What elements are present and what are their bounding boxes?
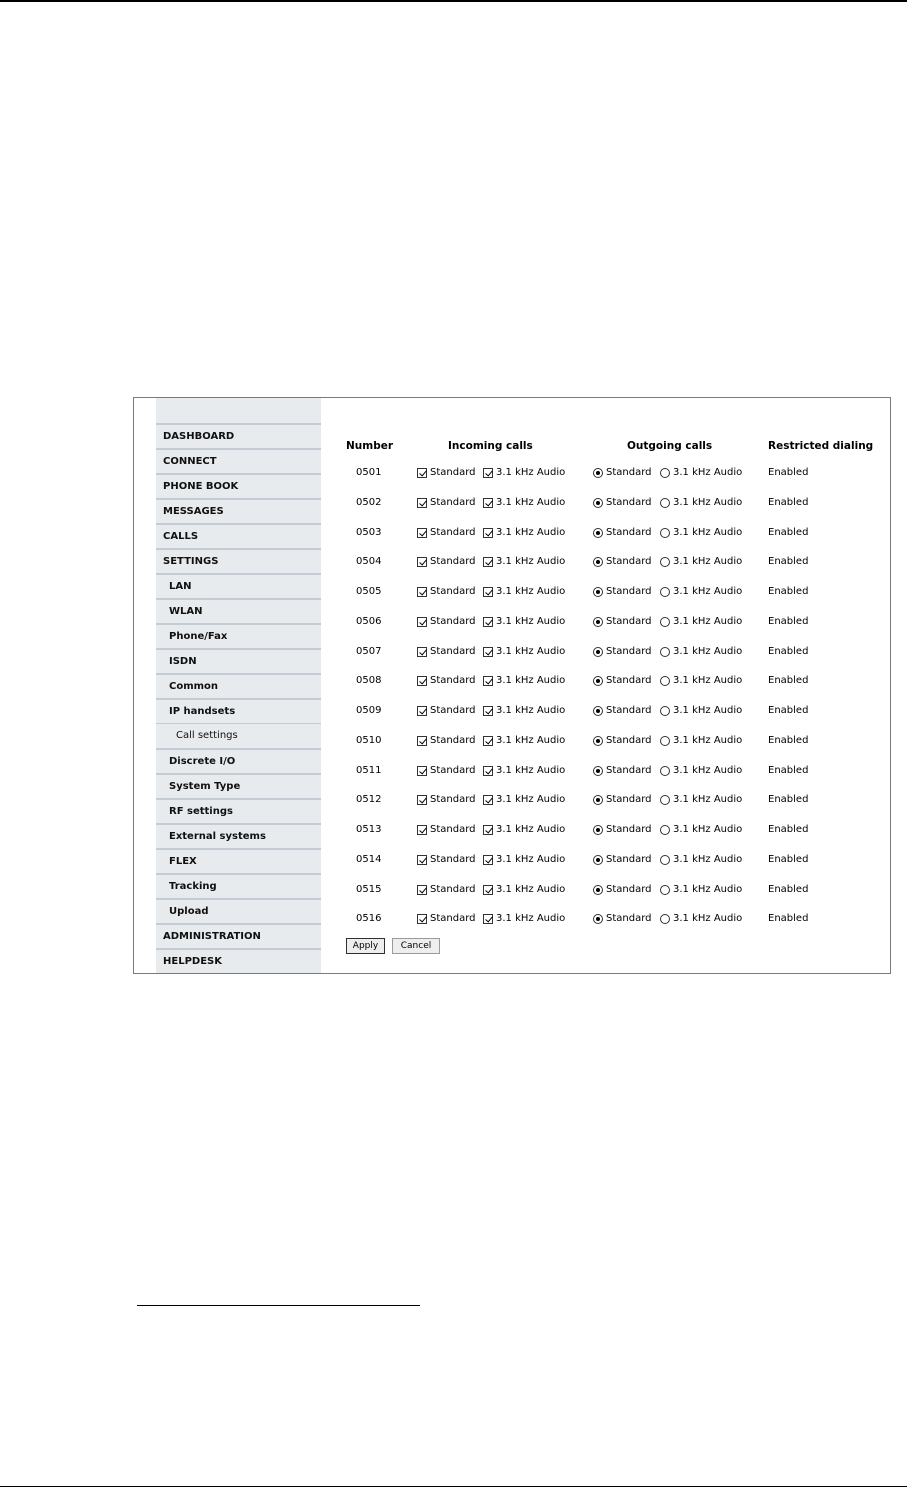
sidebar-item-phone-book[interactable]: PHONE BOOK — [156, 473, 321, 498]
outgoing-standard-radio[interactable] — [593, 706, 603, 716]
incoming-audio-checkbox[interactable] — [483, 647, 493, 657]
table-row — [321, 464, 890, 482]
outgoing-standard-option[interactable] — [593, 553, 652, 571]
incoming-standard-label: Standard — [430, 764, 476, 776]
outgoing-audio-option[interactable] — [660, 464, 742, 482]
handset-number: 0501 — [356, 467, 382, 478]
incoming-audio-label: 3.1 kHz Audio — [496, 675, 566, 687]
incoming-audio-option[interactable] — [483, 702, 565, 720]
sidebar-item-common[interactable]: Common — [156, 673, 321, 698]
incoming-audio-option[interactable] — [483, 553, 565, 571]
outgoing-standard-option[interactable] — [593, 881, 652, 899]
incoming-standard-option[interactable] — [417, 821, 476, 839]
incoming-standard-label: Standard — [430, 526, 476, 538]
outgoing-audio-radio[interactable] — [660, 468, 670, 478]
outgoing-audio-option[interactable] — [660, 672, 742, 690]
incoming-audio-option[interactable] — [483, 672, 565, 690]
outgoing-audio-label: 3.1 kHz Audio — [673, 764, 743, 776]
incoming-audio-checkbox[interactable] — [483, 766, 493, 776]
outgoing-audio-option[interactable] — [660, 583, 742, 601]
incoming-audio-option[interactable] — [483, 464, 565, 482]
restricted-dialing-status: Enabled — [768, 526, 809, 538]
outgoing-audio-label: 3.1 kHz Audio — [673, 853, 743, 865]
outgoing-audio-radio[interactable] — [660, 914, 670, 924]
incoming-audio-label: 3.1 kHz Audio — [496, 853, 566, 865]
incoming-audio-checkbox[interactable] — [483, 676, 493, 686]
outgoing-standard-option[interactable] — [593, 821, 652, 839]
incoming-audio-label: 3.1 kHz Audio — [496, 794, 566, 806]
handset-number: 0510 — [356, 734, 382, 746]
outgoing-audio-radio[interactable] — [660, 617, 670, 627]
sidebar-item-phone-fax[interactable]: Phone/Fax — [156, 623, 321, 648]
incoming-standard-option[interactable] — [417, 702, 476, 720]
outgoing-audio-radio[interactable] — [660, 647, 670, 657]
outgoing-audio-option[interactable] — [660, 851, 742, 869]
outgoing-audio-label: 3.1 kHz Audio — [673, 586, 743, 597]
incoming-standard-checkbox[interactable] — [417, 498, 427, 508]
restricted-dialing-status: Enabled — [768, 467, 809, 478]
incoming-audio-checkbox[interactable] — [483, 528, 493, 538]
outgoing-standard-option[interactable] — [593, 910, 652, 928]
incoming-standard-option[interactable] — [417, 524, 476, 542]
outgoing-audio-radio[interactable] — [660, 528, 670, 538]
incoming-audio-label: 3.1 kHz Audio — [496, 824, 566, 835]
restricted-dialing-status: Enabled — [768, 705, 809, 716]
incoming-audio-checkbox[interactable] — [483, 557, 493, 567]
restricted-dialing-status: Enabled — [768, 824, 809, 835]
table-row — [321, 881, 890, 899]
outgoing-audio-label: 3.1 kHz Audio — [673, 556, 743, 568]
outgoing-audio-label: 3.1 kHz Audio — [673, 913, 743, 925]
incoming-audio-checkbox[interactable] — [483, 706, 493, 716]
incoming-standard-checkbox[interactable] — [417, 557, 427, 567]
table-row — [321, 643, 890, 661]
incoming-standard-label: Standard — [430, 496, 476, 508]
incoming-standard-option[interactable] — [417, 672, 476, 690]
incoming-audio-label: 3.1 kHz Audio — [496, 496, 566, 508]
sidebar-item-wlan[interactable]: WLAN — [156, 598, 321, 623]
incoming-audio-checkbox[interactable] — [483, 468, 493, 478]
outgoing-audio-option[interactable] — [660, 524, 742, 542]
incoming-audio-label: 3.1 kHz Audio — [496, 764, 566, 776]
outgoing-standard-radio[interactable] — [593, 825, 603, 835]
outgoing-standard-label: Standard — [606, 645, 652, 657]
incoming-standard-option[interactable] — [417, 851, 476, 869]
incoming-standard-checkbox[interactable] — [417, 706, 427, 716]
outgoing-standard-option[interactable] — [593, 643, 652, 661]
incoming-audio-label: 3.1 kHz Audio — [496, 586, 566, 597]
outgoing-audio-radio[interactable] — [660, 498, 670, 508]
sidebar-item-messages[interactable]: MESSAGES — [156, 498, 321, 523]
restricted-dialing-status: Enabled — [768, 645, 809, 657]
incoming-standard-label: Standard — [430, 794, 476, 806]
incoming-standard-option[interactable] — [417, 910, 476, 928]
sidebar-item-tracking[interactable]: Tracking — [156, 873, 321, 898]
incoming-audio-option[interactable] — [483, 613, 565, 631]
outgoing-standard-option[interactable] — [593, 524, 652, 542]
outgoing-standard-radio[interactable] — [593, 528, 603, 538]
sidebar-item-call-settings[interactable]: Call settings — [156, 723, 321, 748]
incoming-standard-option[interactable] — [417, 643, 476, 661]
outgoing-standard-option[interactable] — [593, 613, 652, 631]
handset-number: 0513 — [356, 824, 382, 835]
handset-number: 0512 — [356, 794, 382, 806]
incoming-audio-label: 3.1 kHz Audio — [496, 705, 566, 716]
outgoing-standard-radio[interactable] — [593, 498, 603, 508]
incoming-audio-label: 3.1 kHz Audio — [496, 883, 566, 895]
incoming-standard-label: Standard — [430, 467, 476, 478]
outgoing-standard-radio[interactable] — [593, 855, 603, 865]
incoming-standard-label: Standard — [430, 586, 476, 597]
outgoing-audio-radio[interactable] — [660, 587, 670, 597]
outgoing-audio-option[interactable] — [660, 643, 742, 661]
restricted-dialing-status: Enabled — [768, 913, 809, 925]
outgoing-audio-label: 3.1 kHz Audio — [673, 675, 743, 687]
incoming-audio-option[interactable] — [483, 910, 565, 928]
incoming-standard-option[interactable] — [417, 732, 476, 750]
incoming-standard-checkbox[interactable] — [417, 736, 427, 746]
incoming-standard-option[interactable] — [417, 464, 476, 482]
incoming-audio-checkbox[interactable] — [483, 498, 493, 508]
outgoing-standard-label: Standard — [606, 496, 652, 508]
table-row — [321, 583, 890, 601]
outgoing-standard-radio[interactable] — [593, 617, 603, 627]
handset-number: 0503 — [356, 526, 382, 538]
handset-number: 0507 — [356, 645, 382, 657]
outgoing-standard-label: Standard — [606, 913, 652, 925]
outgoing-standard-option[interactable] — [593, 851, 652, 869]
outgoing-audio-option[interactable] — [660, 553, 742, 571]
incoming-standard-option[interactable] — [417, 613, 476, 631]
table-row — [321, 910, 890, 928]
incoming-standard-label: Standard — [430, 705, 476, 716]
handset-number: 0504 — [356, 556, 382, 568]
handset-number: 0511 — [356, 764, 382, 776]
incoming-standard-option[interactable] — [417, 553, 476, 571]
incoming-standard-checkbox[interactable] — [417, 468, 427, 478]
restricted-dialing-status: Enabled — [768, 883, 809, 895]
outgoing-audio-label: 3.1 kHz Audio — [673, 645, 743, 657]
incoming-standard-checkbox[interactable] — [417, 528, 427, 538]
handset-number: 0505 — [356, 586, 382, 597]
outgoing-audio-label: 3.1 kHz Audio — [673, 824, 743, 835]
sidebar-item-settings[interactable]: SETTINGS — [156, 548, 321, 573]
restricted-dialing-status: Enabled — [768, 853, 809, 865]
incoming-audio-option[interactable] — [483, 732, 565, 750]
incoming-standard-checkbox[interactable] — [417, 825, 427, 835]
table-row — [321, 732, 890, 750]
outgoing-audio-label: 3.1 kHz Audio — [673, 615, 743, 627]
sidebar-item-isdn[interactable]: ISDN — [156, 648, 321, 673]
incoming-audio-checkbox[interactable] — [483, 855, 493, 865]
table-row — [321, 851, 890, 869]
restricted-dialing-status: Enabled — [768, 556, 809, 568]
incoming-standard-option[interactable] — [417, 881, 476, 899]
restricted-dialing-status: Enabled — [768, 496, 809, 508]
outgoing-audio-option[interactable] — [660, 494, 742, 512]
incoming-audio-checkbox[interactable] — [483, 736, 493, 746]
outgoing-audio-radio[interactable] — [660, 706, 670, 716]
sidebar-item-calls[interactable]: CALLS — [156, 523, 321, 548]
outgoing-standard-radio[interactable] — [593, 468, 603, 478]
outgoing-audio-label: 3.1 kHz Audio — [673, 794, 743, 806]
table-row — [321, 672, 890, 690]
outgoing-audio-radio[interactable] — [660, 736, 670, 746]
sidebar-item-helpdesk[interactable]: HELPDESK — [156, 948, 321, 973]
table-row — [321, 553, 890, 571]
handset-number: 0502 — [356, 496, 382, 508]
outgoing-standard-label: Standard — [606, 556, 652, 568]
incoming-audio-option[interactable] — [483, 583, 565, 601]
handset-number: 0509 — [356, 705, 382, 716]
outgoing-standard-radio[interactable] — [593, 647, 603, 657]
outgoing-audio-option[interactable] — [660, 910, 742, 928]
restricted-dialing-status: Enabled — [768, 794, 809, 806]
outgoing-standard-option[interactable] — [593, 464, 652, 482]
incoming-audio-option[interactable] — [483, 881, 565, 899]
sidebar-item-external-systems[interactable]: External systems — [156, 823, 321, 848]
outgoing-standard-radio[interactable] — [593, 676, 603, 686]
sidebar-item-discrete-i-o[interactable]: Discrete I/O — [156, 748, 321, 773]
outgoing-audio-radio[interactable] — [660, 885, 670, 895]
incoming-standard-label: Standard — [430, 675, 476, 687]
incoming-standard-checkbox[interactable] — [417, 647, 427, 657]
sidebar-item-ip-handsets[interactable]: IP handsets — [156, 698, 321, 723]
sidebar-item-lan[interactable]: LAN — [156, 573, 321, 598]
outgoing-standard-label: Standard — [606, 794, 652, 806]
outgoing-audio-label: 3.1 kHz Audio — [673, 705, 743, 716]
table-row — [321, 494, 890, 512]
column-header-outgoing: Outgoing calls — [627, 440, 713, 452]
incoming-audio-option[interactable] — [483, 821, 565, 839]
incoming-audio-checkbox[interactable] — [483, 825, 493, 835]
handset-number: 0514 — [356, 853, 382, 865]
incoming-audio-label: 3.1 kHz Audio — [496, 556, 566, 568]
incoming-standard-option[interactable] — [417, 791, 476, 809]
restricted-dialing-status: Enabled — [768, 675, 809, 687]
page-bottom-rule — [0, 1486, 907, 1487]
incoming-standard-label: Standard — [430, 853, 476, 865]
sidebar-item-administration[interactable]: ADMINISTRATION — [156, 923, 321, 948]
incoming-standard-checkbox[interactable] — [417, 855, 427, 865]
outgoing-standard-label: Standard — [606, 586, 652, 597]
incoming-standard-label: Standard — [430, 615, 476, 627]
outgoing-standard-option[interactable] — [593, 732, 652, 750]
outgoing-standard-option[interactable] — [593, 762, 652, 780]
restricted-dialing-status: Enabled — [768, 764, 809, 776]
outgoing-standard-radio[interactable] — [593, 885, 603, 895]
outgoing-standard-option[interactable] — [593, 791, 652, 809]
incoming-audio-checkbox[interactable] — [483, 587, 493, 597]
screenshot-frame — [133, 397, 891, 974]
outgoing-audio-label: 3.1 kHz Audio — [673, 496, 743, 508]
sidebar-item-dashboard[interactable]: DASHBOARD — [156, 423, 321, 448]
incoming-audio-label: 3.1 kHz Audio — [496, 615, 566, 627]
outgoing-audio-option[interactable] — [660, 791, 742, 809]
incoming-audio-checkbox[interactable] — [483, 795, 493, 805]
outgoing-standard-radio[interactable] — [593, 736, 603, 746]
footnote-rule — [137, 1305, 420, 1306]
outgoing-audio-option[interactable] — [660, 881, 742, 899]
incoming-audio-option[interactable] — [483, 791, 565, 809]
incoming-audio-option[interactable] — [483, 643, 565, 661]
incoming-audio-label: 3.1 kHz Audio — [496, 645, 566, 657]
incoming-audio-label: 3.1 kHz Audio — [496, 913, 566, 925]
incoming-standard-checkbox[interactable] — [417, 795, 427, 805]
table-row — [321, 762, 890, 780]
sidebar-item-connect[interactable]: CONNECT — [156, 448, 321, 473]
incoming-standard-checkbox[interactable] — [417, 587, 427, 597]
restricted-dialing-status: Enabled — [768, 615, 809, 627]
incoming-standard-checkbox[interactable] — [417, 676, 427, 686]
outgoing-standard-radio[interactable] — [593, 795, 603, 805]
outgoing-standard-label: Standard — [606, 615, 652, 627]
table-row — [321, 613, 890, 631]
outgoing-audio-option[interactable] — [660, 732, 742, 750]
restricted-dialing-status: Enabled — [768, 586, 809, 597]
outgoing-standard-label: Standard — [606, 824, 652, 835]
outgoing-standard-label: Standard — [606, 467, 652, 478]
outgoing-standard-label: Standard — [606, 734, 652, 746]
outgoing-standard-option[interactable] — [593, 583, 652, 601]
incoming-audio-option[interactable] — [483, 524, 565, 542]
incoming-audio-label: 3.1 kHz Audio — [496, 467, 566, 478]
table-row — [321, 524, 890, 542]
sidebar-item-upload[interactable]: Upload — [156, 898, 321, 923]
incoming-audio-checkbox[interactable] — [483, 885, 493, 895]
outgoing-standard-option[interactable] — [593, 672, 652, 690]
outgoing-audio-label: 3.1 kHz Audio — [673, 883, 743, 895]
outgoing-standard-radio[interactable] — [593, 766, 603, 776]
sidebar-item-system-type[interactable]: System Type — [156, 773, 321, 798]
incoming-standard-label: Standard — [430, 824, 476, 835]
sidebar-nav — [156, 398, 321, 973]
column-header-restricted: Restricted dialing — [768, 440, 874, 452]
cancel-button[interactable]: Cancel — [392, 938, 440, 954]
outgoing-standard-option[interactable] — [593, 494, 652, 512]
outgoing-audio-option[interactable] — [660, 613, 742, 631]
outgoing-audio-radio[interactable] — [660, 795, 670, 805]
incoming-audio-label: 3.1 kHz Audio — [496, 526, 566, 538]
restricted-dialing-status: Enabled — [768, 734, 809, 746]
outgoing-audio-radio[interactable] — [660, 557, 670, 567]
outgoing-audio-radio[interactable] — [660, 766, 670, 776]
incoming-standard-option[interactable] — [417, 762, 476, 780]
incoming-standard-checkbox[interactable] — [417, 885, 427, 895]
page-top-rule — [0, 0, 907, 2]
outgoing-standard-option[interactable] — [593, 702, 652, 720]
incoming-standard-checkbox[interactable] — [417, 617, 427, 627]
incoming-audio-option[interactable] — [483, 851, 565, 869]
table-row — [321, 821, 890, 839]
outgoing-audio-option[interactable] — [660, 702, 742, 720]
call-settings-panel — [321, 398, 890, 973]
outgoing-standard-label: Standard — [606, 764, 652, 776]
outgoing-standard-label: Standard — [606, 705, 652, 716]
outgoing-audio-radio[interactable] — [660, 825, 670, 835]
incoming-standard-label: Standard — [430, 883, 476, 895]
handset-number: 0506 — [356, 615, 382, 627]
handset-number: 0515 — [356, 883, 382, 895]
handset-number: 0508 — [356, 675, 382, 687]
incoming-audio-checkbox[interactable] — [483, 617, 493, 627]
outgoing-audio-label: 3.1 kHz Audio — [673, 526, 743, 538]
handset-number: 0516 — [356, 913, 382, 925]
outgoing-audio-option[interactable] — [660, 821, 742, 839]
outgoing-standard-radio[interactable] — [593, 587, 603, 597]
outgoing-standard-label: Standard — [606, 675, 652, 687]
outgoing-audio-radio[interactable] — [660, 676, 670, 686]
incoming-audio-label: 3.1 kHz Audio — [496, 734, 566, 746]
incoming-standard-checkbox[interactable] — [417, 914, 427, 924]
incoming-audio-checkbox[interactable] — [483, 914, 493, 924]
outgoing-audio-option[interactable] — [660, 762, 742, 780]
sidebar-item-list — [156, 423, 321, 973]
incoming-standard-checkbox[interactable] — [417, 766, 427, 776]
outgoing-audio-radio[interactable] — [660, 855, 670, 865]
apply-button[interactable]: Apply — [346, 938, 385, 954]
outgoing-standard-radio[interactable] — [593, 914, 603, 924]
outgoing-standard-label: Standard — [606, 526, 652, 538]
outgoing-audio-label: 3.1 kHz Audio — [673, 734, 743, 746]
incoming-standard-label: Standard — [430, 734, 476, 746]
outgoing-standard-label: Standard — [606, 883, 652, 895]
sidebar-item-flex[interactable]: FLEX — [156, 848, 321, 873]
incoming-standard-label: Standard — [430, 645, 476, 657]
outgoing-standard-label: Standard — [606, 853, 652, 865]
outgoing-standard-radio[interactable] — [593, 557, 603, 567]
incoming-standard-label: Standard — [430, 913, 476, 925]
outgoing-audio-label: 3.1 kHz Audio — [673, 467, 743, 478]
incoming-audio-option[interactable] — [483, 762, 565, 780]
sidebar-header — [156, 398, 321, 423]
column-header-incoming: Incoming calls — [448, 440, 533, 452]
table-row — [321, 702, 890, 720]
incoming-standard-option[interactable] — [417, 494, 476, 512]
incoming-standard-label: Standard — [430, 556, 476, 568]
incoming-standard-option[interactable] — [417, 583, 476, 601]
sidebar-item-rf-settings[interactable]: RF settings — [156, 798, 321, 823]
column-header-number: Number — [346, 440, 394, 452]
incoming-audio-option[interactable] — [483, 494, 565, 512]
table-row — [321, 791, 890, 809]
